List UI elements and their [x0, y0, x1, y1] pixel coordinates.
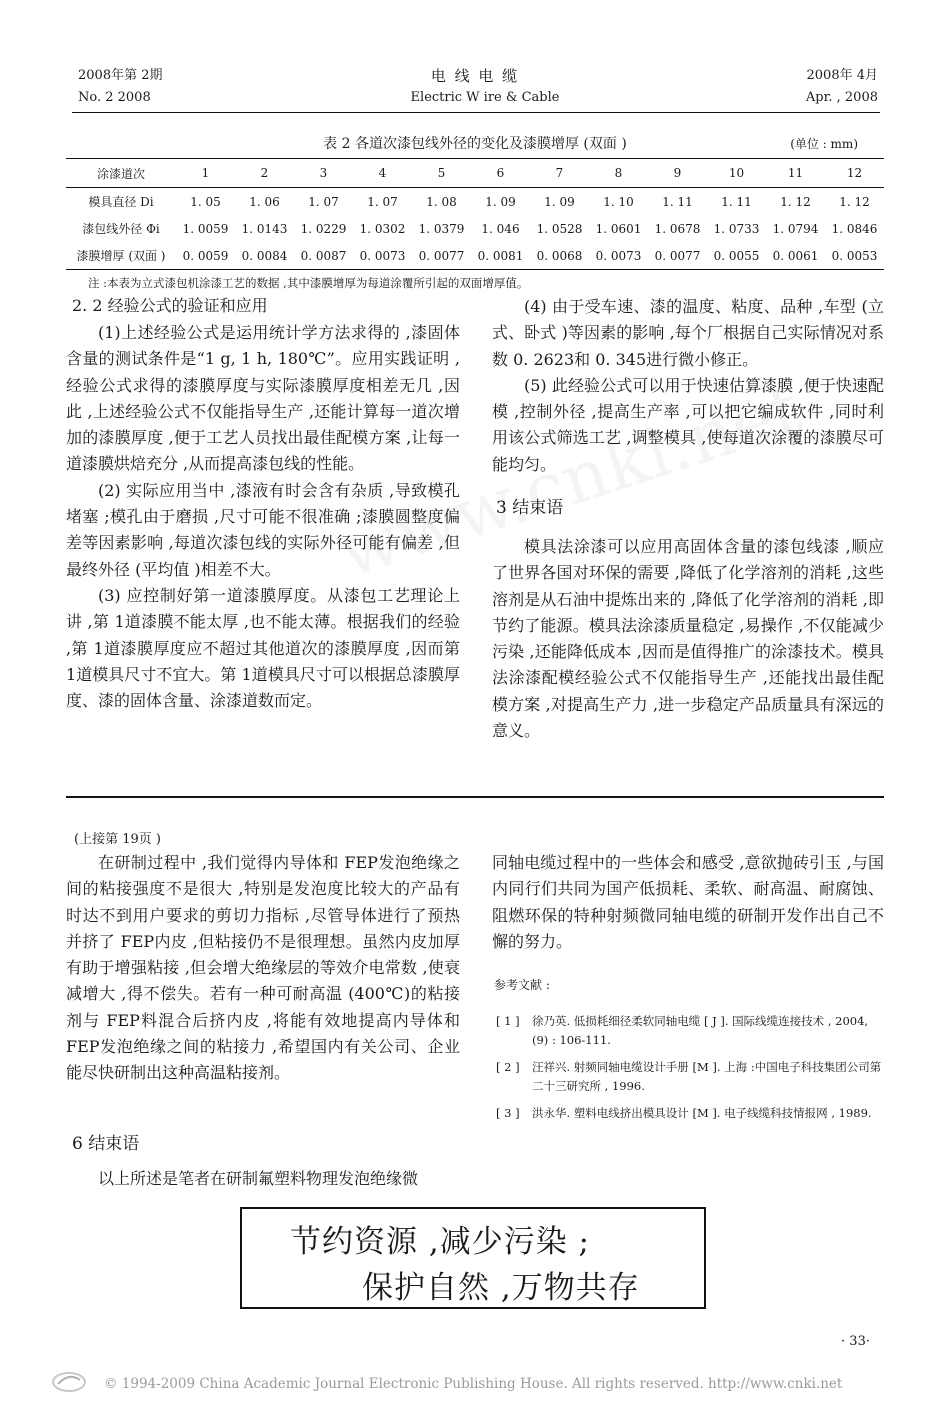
table-cell: 1. 06 — [249, 194, 280, 209]
reference-number: [ 3 ] — [496, 1106, 520, 1120]
table-cell: 1. 0794 — [772, 221, 819, 236]
header-left-line1: 2008年第 2期 — [78, 68, 163, 83]
table-header-cell: 12 — [825, 159, 884, 188]
table-cell: 1. 05 — [190, 194, 221, 209]
table-cell: 0. 0077 — [412, 242, 471, 270]
table-cell: 1. 0528 — [536, 221, 583, 236]
table-cell: 1. 0059 — [182, 221, 229, 236]
header-right-line2: Apr. , 2008 — [805, 90, 878, 105]
table-cell: 0. 0081 — [471, 242, 530, 270]
table-cell: 1. 12 — [780, 194, 811, 209]
data-table — [66, 158, 884, 270]
continued-from-note: (上接第 19页 ) — [74, 832, 161, 847]
table-cell: 0. 0073 — [589, 242, 648, 270]
reference-item — [496, 1104, 886, 1123]
table-header-cell: 涂漆道次 — [66, 159, 176, 188]
table-cell: 0. 0077 — [648, 242, 707, 270]
table-header-cell: 11 — [766, 159, 825, 188]
section-2-2-heading: 2. 2 经验公式的验证和应用 — [72, 296, 268, 315]
paragraph: 以上所述是笔者在研制氟塑料物理发泡绝缘微 — [98, 1169, 419, 1188]
page-number: · 33· — [841, 1334, 870, 1349]
section-3-body — [492, 534, 884, 744]
table-cell: 0. 0073 — [353, 242, 412, 270]
section-6-heading: 6 结束语 — [72, 1134, 140, 1154]
table-cell: 1. 11 — [662, 194, 693, 209]
upper-right-column — [492, 294, 884, 478]
table-cell: 1. 0143 — [241, 221, 288, 236]
table-header-cell: 4 — [353, 159, 412, 188]
lower-left-column — [66, 850, 460, 1087]
table-header-cell: 10 — [707, 159, 766, 188]
upper-left-column — [66, 320, 460, 714]
paragraph: 模具法涂漆可以应用高固体含量的漆包线漆 ,顺应了世界各国对环保的需要 ,降低了化学溶剂的消耗 ,这些溶剂是从石油中提炼出来的 ,降低了化学溶剂的消耗 ,即节约了能源。模具法涂漆质量稳定 ,易操作 ,不仅能减少污染 ,还能降低成本 ,因而是值得推广的涂漆技术。模具法涂漆配模经验公式不仅能指导生产 ,还能找出最佳配模方案 ,对提高生产力 ,进一步稳定产品质量具有深远的意义。 — [492, 537, 884, 741]
table-row — [66, 242, 884, 270]
table-header-cell: 6 — [471, 159, 530, 188]
slogan-line2: 保护自然 ,万物共存 — [362, 1270, 640, 1306]
table-cell: 1. 0846 — [831, 221, 878, 236]
table-row-label: 漆膜增厚 (双面 ) — [66, 242, 176, 270]
paragraph: 在研制过程中 ,我们觉得内导体和 FEP发泡绝缘之间的粘接强度不是很大 ,特别是发泡度比较大的产品有时达不到用户要求的剪切力指标 ,尽管导体进行了预热并挤了 FEP内皮 ,但粘接仍不是很理想。虽然内皮加厚有助于增强粘接 ,但会增大绝缘层的等效介电常数 ,使衰减增大 ,得不偿失。若有一种可耐高温 (400℃)的粘接剂与 FEP料混合后挤内皮 ,将能有效地提高内导体和 FEP发泡绝缘之间的粘接力 ,希望国内有关公司、企业能尽快研制出这种高温粘接剂。 — [66, 853, 460, 1083]
reference-text: 洪永华. 塑料电线挤出模具设计 [M ]. 电子线缆科技情报网 , 1989. — [532, 1106, 872, 1120]
table-cell: 1. 09 — [544, 194, 575, 209]
section-6-body — [66, 1166, 460, 1192]
table-title: 表 2 各道次漆包线外径的变化及漆膜增厚 (双面 ) — [323, 136, 627, 152]
table-unit: (单位 : mm) — [790, 137, 858, 151]
table-cell: 0. 0084 — [235, 242, 294, 270]
table-cell: 0. 0053 — [825, 242, 884, 270]
table-note: 注 :本表为立式漆包机涂漆工艺的数据 ,其中漆膜增厚为每道涂覆所引起的双面增厚值。 — [88, 276, 529, 290]
journal-title-cn: 电 线 电 缆 — [430, 67, 520, 85]
reference-item — [496, 1058, 886, 1096]
table-cell: 1. 0733 — [713, 221, 760, 236]
table-cell: 1. 0601 — [595, 221, 642, 236]
header-left-line2: No. 2 2008 — [78, 90, 151, 105]
table-cell: 1. 0302 — [359, 221, 406, 236]
table-cell: 1. 0229 — [300, 221, 347, 236]
table-cell: 0. 0055 — [707, 242, 766, 270]
table-row — [66, 215, 884, 242]
reference-number: [ 1 ] — [496, 1014, 520, 1028]
table-header-cell: 3 — [294, 159, 353, 188]
cnki-logo-icon — [50, 1368, 88, 1396]
paragraph: (1)上述经验公式是运用统计学方法求得的 ,漆固体含量的测试条件是“1 g, 1 h, 180℃”。应用实践证明 ,经验公式求得的漆膜厚度与实际漆膜厚度相差无几 ,因此 ,上述经验公式不仅能指导生产 ,还能计算每一道次增加的漆膜厚度 ,便于工艺人员找出最佳配模方案 ,让每一道漆膜烘焙充分 ,从而提高漆包线的性能。 — [66, 323, 460, 474]
table-cell: 1. 046 — [481, 221, 520, 236]
journal-title-en: Electric W ire & Cable — [410, 90, 560, 105]
header-rule — [72, 112, 880, 113]
lower-right-column — [492, 850, 884, 955]
table-cell: 1. 08 — [426, 194, 457, 209]
copyright-notice: © 1994-2009 China Academic Journal Electronic Publishing House. All rights reserved. — [104, 1376, 704, 1392]
table-header-cell: 7 — [530, 159, 589, 188]
paragraph: 同轴电缆过程中的一些体会和感受 ,意欲抛砖引玉 ,与国内同行们共同为国产低损耗、柔软、耐高温、耐腐蚀、阻燃环保的特种射频微同轴电缆的研制开发作出自己不懈的努力。 — [492, 853, 884, 951]
reference-text: 汪祥兴. 射频同轴电缆设计手册 [M ]. 上海 :中国电子科技集团公司第二十三研究所 , 1996. — [532, 1060, 882, 1093]
reference-text: 徐乃英. 低损耗细径柔软同轴电缆 [ J ]. 国际线缆连接技术 , 2004, (9) : 106-111. — [532, 1014, 869, 1047]
header-right-line1: 2008年 4月 — [806, 68, 878, 83]
paragraph: (3) 应控制好第一道漆膜厚度。从漆包工艺理论上讲 ,第 1道漆膜不能太厚 ,也不能太薄。根据我们的经验 ,第 1道漆膜厚度应不超过其他道次的漆膜厚度 ,因而第 1道模具尺寸不宜大。第 1道模具尺寸可以根据总漆膜厚度、漆的固体含量、涂漆道数而定。 — [66, 585, 460, 711]
table-row-label: 漆包线外径 Φi — [82, 222, 160, 236]
table-cell: 1. 11 — [721, 194, 752, 209]
slogan-line1: 节约资源 ,减少污染 ; — [290, 1224, 591, 1260]
table-header-cell: 1 — [176, 159, 235, 188]
table-header-cell: 2 — [235, 159, 294, 188]
table-cell: 1. 0678 — [654, 221, 701, 236]
article-divider — [66, 796, 884, 798]
references-heading: 参考文献 : — [494, 978, 550, 992]
table-cell: 1. 10 — [603, 194, 634, 209]
table-cell: 1. 07 — [308, 194, 339, 209]
table-cell: 1. 09 — [485, 194, 516, 209]
table-cell: 0. 0061 — [766, 242, 825, 270]
references-list — [496, 1012, 886, 1123]
table-cell: 0. 0059 — [176, 242, 235, 270]
section-3-heading: 3 结束语 — [496, 498, 564, 518]
table-header-cell: 9 — [648, 159, 707, 188]
table-cell: 0. 0068 — [530, 242, 589, 270]
paragraph: (2) 实际应用当中 ,漆液有时会含有杂质 ,导致模孔堵塞 ;模孔由于磨损 ,尺寸可能不很准确 ;漆膜圆整度偏差等因素影响 ,每道次漆包线的实际外径可能有偏差 ,但最终外径 (平均值 )相差不大。 — [66, 480, 460, 579]
table-cell: 1. 07 — [367, 194, 398, 209]
reference-number: [ 2 ] — [496, 1060, 520, 1074]
paragraph: (4) 由于受车速、漆的温度、粘度、品种 ,车型 (立式、卧式 )等因素的影响 ,每个厂根据自己实际情况对系数 0. 2623和 0. 345进行微小修正。 — [492, 297, 884, 369]
table-row-label: 模具直径 Di — [88, 195, 154, 209]
table-header-cell: 8 — [589, 159, 648, 188]
cnki-url-link[interactable]: http://www.cnki.net — [708, 1376, 843, 1392]
paragraph: (5) 此经验公式可以用于快速估算漆膜 ,便于快速配模 ,控制外径 ,提高生产率 ,可以把它编成软件 ,同时利用该公式筛选工艺 ,调整模具 ,使每道次涂覆的漆膜尽可能均匀。 — [492, 375, 884, 474]
table-cell: 0. 0087 — [294, 242, 353, 270]
table-row — [66, 188, 884, 216]
table-cell: 1. 0379 — [418, 221, 465, 236]
table-cell: 1. 12 — [839, 194, 870, 209]
reference-item — [496, 1012, 886, 1050]
table-header-row — [66, 159, 884, 188]
table-header-cell: 5 — [412, 159, 471, 188]
